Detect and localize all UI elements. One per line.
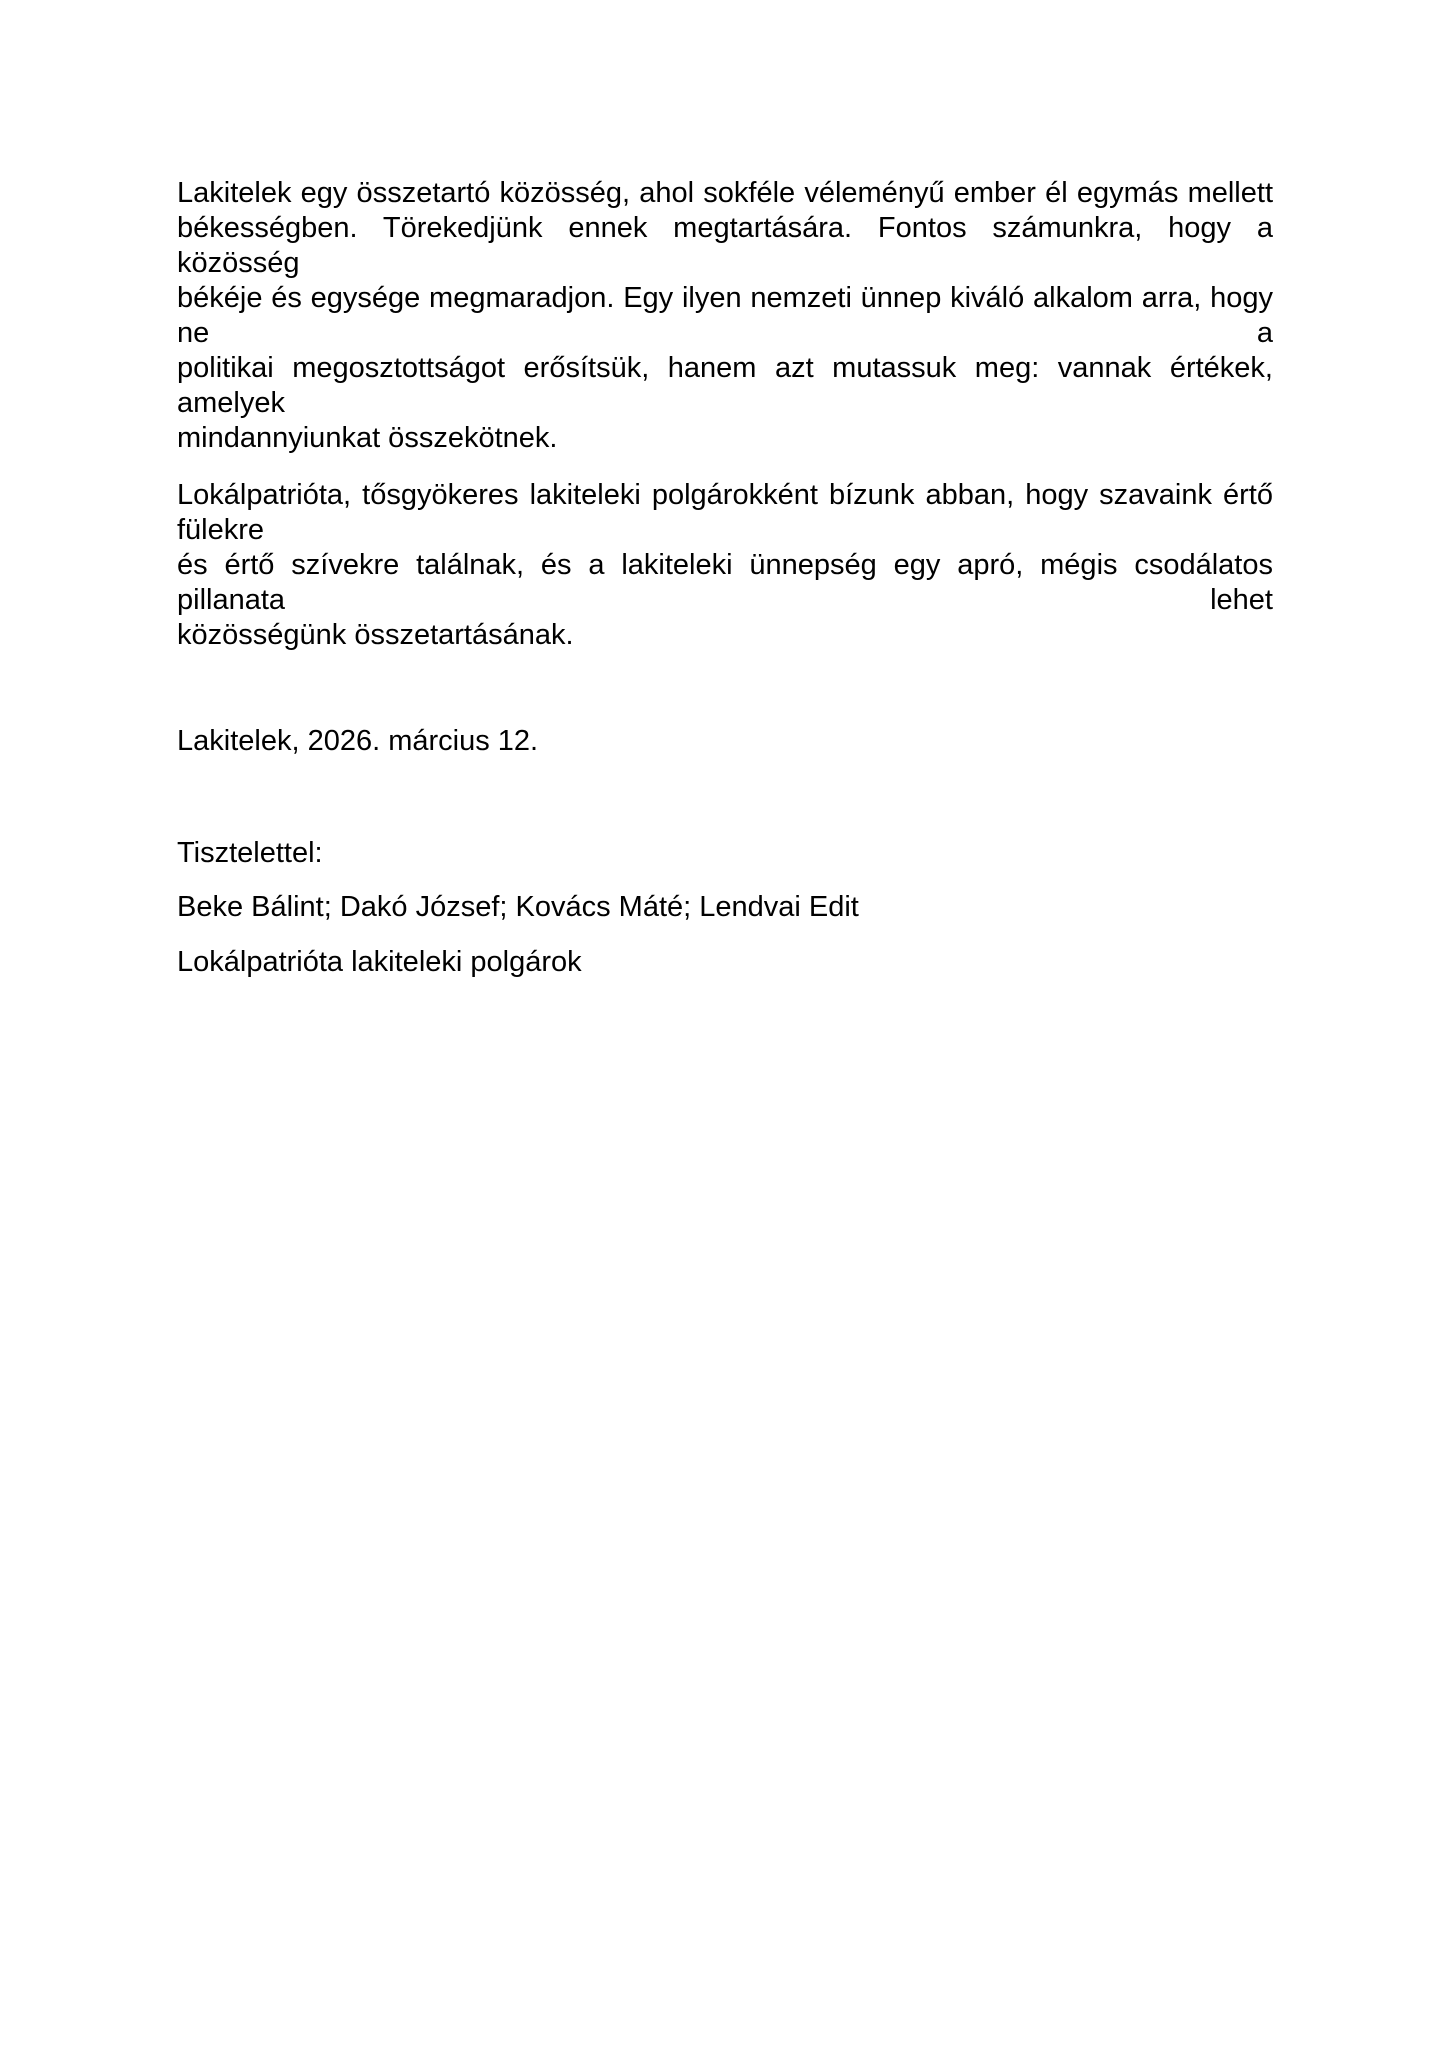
closing-line: Tisztelettel:	[177, 837, 323, 869]
text-line: Lokálpatrióta, tősgyökeres lakiteleki polgárokként bízunk abban, hogy szavaink értő fülekre	[177, 479, 1273, 546]
text-line: politikai megosztottságot erősítsük, hanem azt mutassuk meg: vannak értékek, amelyek	[177, 352, 1273, 419]
body-paragraph-1	[177, 176, 1273, 456]
text-line: közösségünk összetartásának.	[177, 619, 574, 651]
body-paragraph-2	[177, 478, 1273, 653]
text-line: békéje és egysége megmaradjon. Egy ilyen nemzeti ünnep kiváló alkalom arra, hogy ne a	[177, 282, 1273, 349]
signatories-line: Beke Bálint; Dakó József; Kovács Máté; Lendvai Edit	[177, 891, 859, 923]
text-line: mindannyiunkat összekötnek.	[177, 422, 558, 454]
text-line: és értő szívekre találnak, és a lakiteleki ünnepség egy apró, mégis csodálatos pillanata lehet	[177, 549, 1273, 616]
text-line: Lakitelek egy összetartó közösség, ahol sokféle véleményű ember él egymás mellett	[177, 177, 1273, 209]
date-line: Lakitelek, 2026. március 12.	[177, 725, 539, 757]
signature-group-line: Lokálpatrióta lakiteleki polgárok	[177, 946, 582, 978]
text-line: békességben. Törekedjünk ennek megtartására. Fontos számunkra, hogy a közösség	[177, 212, 1273, 279]
